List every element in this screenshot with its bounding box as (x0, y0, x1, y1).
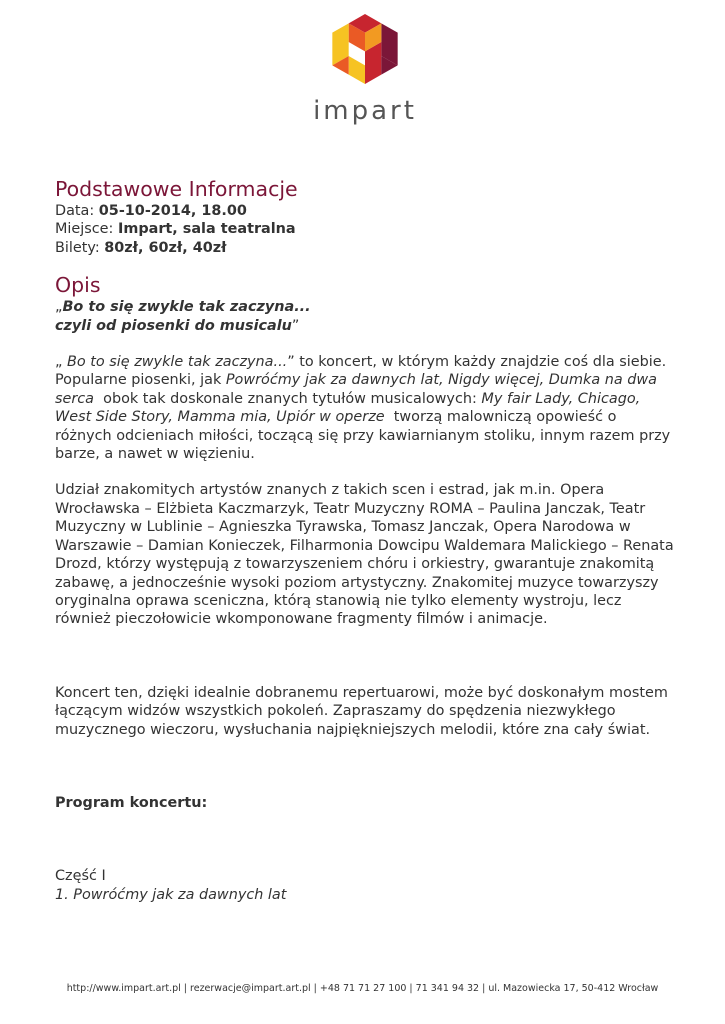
program-part: Część I (55, 868, 106, 885)
tickets-line (55, 239, 675, 257)
p1-quote-open: „ (55, 354, 68, 371)
paragraph-1 (55, 353, 675, 463)
program-heading: Program koncertu: (55, 794, 208, 811)
subtitle-text-1: Bo to się zwykle tak zaczyna... (62, 299, 311, 316)
tickets-label: Bilety: (55, 239, 100, 256)
p1-text-3: tworzą malowniczą opowieść o różnych odcieniach miłości, toczącą się przy kawiarnianym stoliku, innym razem przy barze, a nawet w więzieniu. (55, 409, 675, 463)
subtitle-line-1 (55, 298, 675, 316)
impart-logo-icon (330, 14, 400, 84)
place-line (55, 220, 675, 238)
subtitle-quote-close: ” (291, 317, 300, 334)
p1-musicals: My fair Lady, Chicago, West Side Story, Mamma mia, Upiór w operze (55, 390, 641, 426)
subtitle-quote-open: „ (55, 299, 63, 316)
program-item-1: 1. Powróćmy jak za dawnych lat (55, 886, 287, 903)
paragraph-2: Udział znakomitych artystów znanych z takich scen i estrad, jak m.in. Opera Wrocławska – Elżbieta Kaczmarzyk, Teatr Muzyczny ROMA – Paulina Janczak, Teatr Muzyczny w Lublinie – Agnieszka Tyrawska, Tomasz Janczak, Opera Narodowa w Warszawie – Damian Konieczek, Filharmonia Dowcipu Waldemara Malickiego – Renata Drozd, którzy występują z towarzyszeniem chóru i orkiestry, gwarantuje znakomitą zabawę, a jednocześnie wysoki poziom artystyczny. Znakomitej muzyce towarzyszy oryginalna oprawa sceniczna, którą stanowią nie tylko elementy wystroju, lecz również pieczołowicie wkomponowane fragmenty filmów i animacje. (55, 482, 674, 628)
tickets-value: 80zł, 60zł, 40zł (104, 239, 227, 256)
paragraph-3: Koncert ten, dzięki idealnie dobranemu repertuarowi, może być doskonałym mostem łączącym widzów wszystkich pokoleń. Zapraszamy do spędzenia niezwykłego muzycznego wieczoru, wysłuchania najpiękniejszych melodii, które zna cały świat. (55, 684, 668, 738)
logo-wordmark: impart (313, 96, 417, 126)
p1-text-2: obok tak doskonale znanych tytułów musicalowych: (94, 390, 482, 407)
subtitle-text-2: czyli od piosenki do musicalu (55, 317, 292, 334)
place-value: Impart, sala teatralna (117, 221, 296, 238)
p1-quote: Bo to się zwykle tak zaczyna... (67, 354, 288, 371)
document-content (55, 176, 675, 904)
p1-songs: Powróćmy jak za dawnych lat, Nigdy więcej, Dumka na dwa serca (55, 372, 657, 407)
subtitle-line-2 (55, 317, 675, 335)
footer-contact: http://www.impart.art.pl | rezerwacje@impart.art.pl | +48 71 71 27 100 | 71 341 94 32 | ul. Mazowiecka 17, 50-412 Wrocław (66, 983, 659, 994)
place-label: Miejsce: (55, 221, 114, 238)
description-heading: Opis (55, 273, 101, 298)
impart-logo (310, 14, 420, 126)
p1-text-1: ” to koncert, w którym każdy znajdzie coś dla siebie. Popularne piosenki, jak (55, 354, 667, 389)
basic-info-heading: Podstawowe Informacje (55, 177, 298, 201)
date-value: 05-10-2014, 18.00 (98, 203, 247, 219)
date-label: Data: (55, 203, 95, 219)
date-line (55, 202, 675, 220)
